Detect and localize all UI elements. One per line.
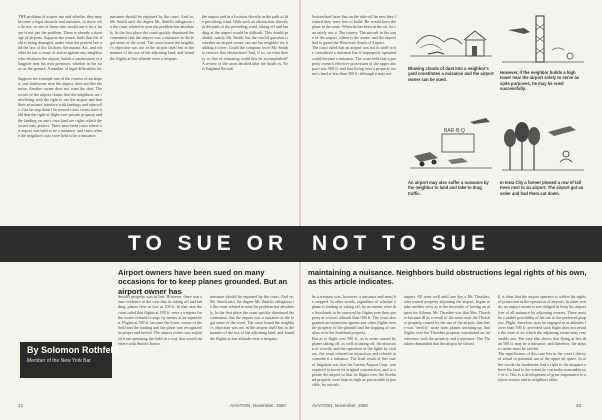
caption-traffic: An airport may also suffer a nuisance by the neighbor to land and take to drag traffic.	[408, 180, 489, 196]
left-lower-column-1: Smith's property was in line. However, there was some evidence in the case that its taking off and landing, planes flew as low as 100 ft. In that case the court ruled that flights at 100 ft. were a trespass for the owner refused to stop, by means of an injunction. Flights at 500 ft. because the lower course of the field and the landing and the plane was recognized as proper and lawful. The airport owner was enjoined from operating the field in a way that would interfere with Smith's house.	[118, 294, 202, 346]
deck-right: maintaining a nuisance. Neighbors build obstructions legal rights of his own, as this article indicates.	[308, 268, 587, 287]
traffic-cartoon-illustration	[408, 112, 494, 178]
right-lower-column-3: It is clear that the airport operator is within his rights of protection in the operation of airports. In other words, an airport owner is not obliged to keep his airport free of all nuisance by adjoining owners. There must be a usable possibility of his use to the preferred purpose. Flight, therefore, may be engaged in at altitudes lower than 500 ft. provided such flight does not invade the zone of air which the adjoining owner may reasonably use. The case also shows that flying at less than 500 ft. may be a nuisance, and therefore, the airport owner must be careful. The significance of this case lies in the court's theory of actual or potential use of the upper air space. In other words the landowner had a right to the airspace above his land to the extent he can make reasonable use of it. This is a development of great importance to airport owners and to neighbors alike.	[498, 294, 586, 383]
byline-name: By Solomon Rothfeld	[27, 345, 119, 355]
headline-left: TO SUE OR	[128, 232, 289, 255]
headline-banner	[0, 226, 602, 262]
dust-cartoon-illustration	[408, 14, 494, 64]
footer-right: AVIATION, November, 1950	[312, 403, 368, 408]
deck-left: Airport owners have been sued on many occasions for to keep planes grounded. But an airport owner has	[118, 268, 288, 296]
left-column-2: Suppose for example one of the owners of an airport, one landowner near the airport, does not like the noise. Another owner does not want the dust. The owner of the airport claims that the neighbors are interfering with the right to use the airport and that their structures interfere with landings and take-offs. Can he stop them? In several cases courts have held that the right of flight over private property and the landing on one's own land are rights which the owner may protect. There have been cases where an airport was held to be a nuisance, and cases where the neighbor's acts were held to be a nuisance.	[18, 76, 102, 139]
page-number-right: 43	[576, 403, 582, 408]
left-column-4: the airport and in a location directly in the path of the prevailing wind. With such an obstruction directly in the path of the prevailing wind, taking off and landing at the airport would be difficult. This would probably satisfy Mr. Smith, but the crucial question is whether an airport owner can sue his neighbor for building a tower. Could the company force Mr. Smith to remove that obstruction? And, if so, on what theory or line of reasoning could this be accomplished? A review of the cases decided after the South vs. New England Aircraft	[202, 14, 288, 72]
page-number-left: 42	[18, 403, 24, 408]
caption-tower: However, if the neighbor builds a high tower near the airport solely to serve as spite purposes, he may be sued successfully.	[500, 70, 580, 91]
svg-text:BAR·B·Q: BAR·B·Q	[444, 128, 465, 134]
caption-trees: In Iowa City a farmer plowed a row of tall trees next to an airport. The airport got an order and had them cut down.	[500, 180, 584, 196]
footer-left: AVIATION, November, 1950	[230, 403, 286, 408]
left-column-3: nuisance should be enjoined by the court. And so, Mr. Smith said, the degree Mr. Smith's obligation to the court related to treat the problem but absolutely. In the first place the court quickly dismissed the contention that the airport was a nuisance in the legal sense of the word. The court found the neighbor's objection was not in the airport itself but in the manner of the use of the adjoining land, and found the flights at low altitude were a trespass.	[110, 14, 194, 61]
left-lower-column-2: nuisance should be enjoined by the court. And so, Mr. Smith said, the degree Mr. Smith's obligation to the court related to treat the problem but absolutely. In the first place the court quickly dismissed the contention that the airport was a nuisance in the legal sense of the word. The court found the neighbor's objection was not in the airport itself but in the manner of the use of the adjoining land, and found the flights at low altitude were a trespass.	[210, 294, 294, 341]
tower-cartoon-illustration	[500, 10, 586, 68]
byline-role: Member of the New York Bar	[27, 358, 91, 364]
right-lower-column-2: airport. All went well until one day a Mr. Thrasher, who owned property adjoining the airport, began to take another view as to the necessity of having an airport for Atlanta. Mr. Thrasher was that Mrs. Thrasher became ill as a result of the noise near the Thrasher property caused by the use of the airport, that there was "terrific" noise from planes warming up, that flights over the Thrasher property constituted an interference with the property and a nuisance. The Thrashers demanded that the airport be closed.	[404, 294, 490, 346]
trees-cartoon-illustration	[500, 112, 586, 178]
right-lower-column-1: be a trespass was, however, a nuisance and must be stopped. In other words, regardless of whether a plane is landing or taking off, by no means were the Swetlands to be annoyed by flights over their property at a lower altitude than 500 ft. The court also granted an injunction against any other flights over the property of the plaintiff and the hopping of circulars over the Swetland property. But as to flight over 500 ft., as to noise caused by planes taking off, as well as taking off, the attraction of crowds, and the operation of the lights by visitors, the court refused an injunction and refused to consider it a nuisance. The final result of this case of litigation was that the Curtiss Airport Corp. was required to move its original construction, and to operate the airport so that its flights over the Swetland property were kept as high as practicable or possible, by aircraft.	[312, 294, 396, 388]
headline-right: NOT TO SUE	[312, 232, 490, 255]
right-column-1: Switzerland have that on the take-off he sees they learned they were free to build. He would have the plane in the zone. When he has been in the air, he can safely use it. The county. The aircraft in the zone of the airport, where is the owner and the airport had to guard the Worcester South of Airport. The court ruled that an airport was not in itself to be considered a nuisance but if improperly operated could become a nuisance. The court held that a property owner's effective possession of the upper airspace was 500 ft. and that flying over a property owner's land at less than 500 ft. although it may not	[312, 14, 396, 77]
left-column-1: THE problem of airport use and whether they may become a legal obstacle and nuisance, or those who do not, or one of those who would use it for a future is not just the problem. There is already a shortage of airports. Suppose the owner finds that the field is being damaged, under what the present law and the law of the Uniform Aeronautic Act, and whether he has a cause of action against any neighbor who obstructs the airport, builds a smokestack or a flagpole near his own premises, whether in the air or on the ground. A number of legal difficulties fac	[18, 14, 102, 72]
caption-dust: Blowing clouds of dust into a neighbor's yard constitutes a nuisance and the airport owner can be sued.	[408, 66, 494, 82]
